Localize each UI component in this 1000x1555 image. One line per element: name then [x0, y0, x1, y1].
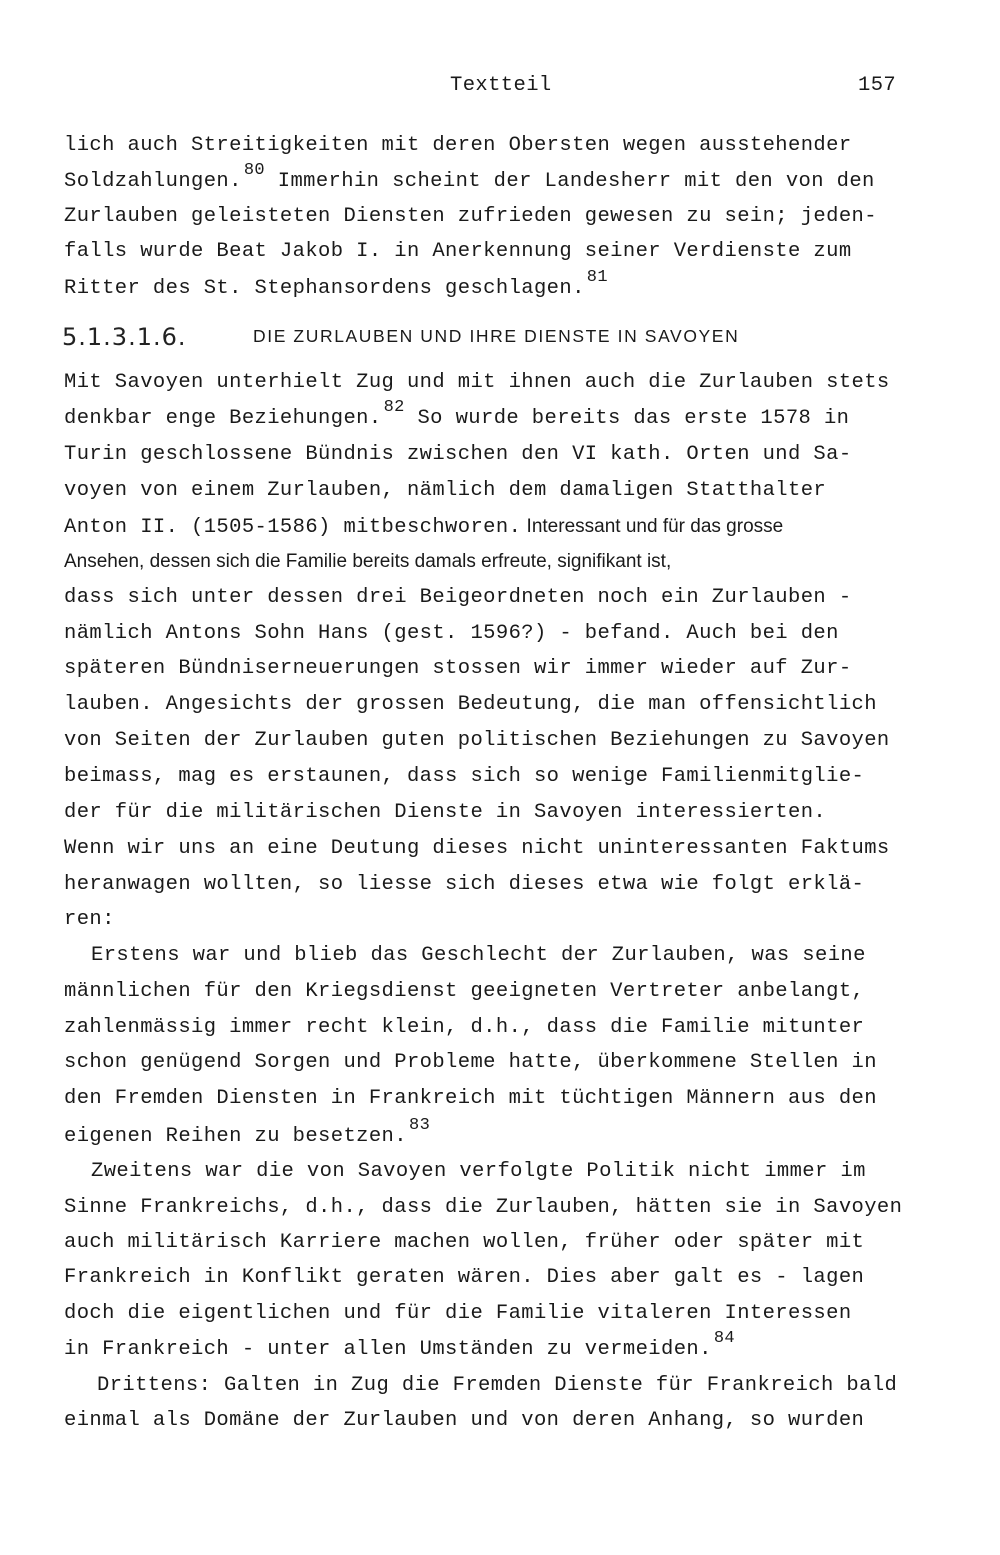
text-line: Ritter des St. Stephansordens geschlagen. $^{81}$: [64, 268, 609, 300]
text-line: Mit Savoyen unterhielt Zug und mit ihnen auch die Zurlauben stets: [64, 371, 890, 394]
text-line: Erstens war und blieb das Geschlecht der Zurlauben, was seine: [91, 944, 866, 967]
text-line: in Frankreich - unter allen Umständen zu vermeiden. $^{84}$: [64, 1329, 736, 1361]
page-header: [0, 70, 1000, 100]
text-line: zahlenmässig immer recht klein, d.h., dass die Familie mitunter: [64, 1016, 865, 1039]
text-line: Wenn wir uns an eine Deutung dieses nicht uninteressanten Faktums: [64, 837, 890, 860]
text-line: männlichen für den Kriegsdienst geeigneten Vertreter anbelangt,: [64, 980, 865, 1003]
text-line: eigenen Reihen zu besetzen. $^{83}$: [64, 1116, 431, 1148]
text-line: falls wurde Beat Jakob I. in Anerkennung seiner Verdienste zum: [64, 240, 852, 263]
text-line: Frankreich in Konflikt geraten wären. Dies aber galt es - lagen: [64, 1266, 865, 1289]
text-line: lich auch Streitigkeiten mit deren Obersten wegen ausstehender: [64, 134, 852, 157]
footnote-ref-80: 80: [243, 161, 266, 181]
text-line: der für die militärischen Dienste in Savoyen interessierten.: [64, 801, 827, 824]
text-line: schon genügend Sorgen und Probleme hatte, überkommene Stellen in: [64, 1051, 877, 1074]
section-number: 5.1.3.1.6.: [62, 323, 187, 351]
footnote-ref-81: 81: [586, 268, 609, 288]
text-line: einmal als Domäne der Zurlauben und von deren Anhang, so wurden: [64, 1409, 865, 1432]
section-heading: DIE ZURLAUBEN UND IHRE DIENSTE IN SAVOYEN: [253, 326, 740, 346]
text-line: dass sich unter dessen drei Beigeordneten noch ein Zurlauben -: [64, 586, 852, 609]
footnote-ref-83: 83: [408, 1116, 431, 1136]
text-line: doch die eigentlichen und für die Familie vitaleren Interessen: [64, 1302, 852, 1325]
text-line: Soldzahlungen. $^{80}$ Immerhin scheint der Landesherr mit den von den: [64, 161, 875, 193]
text-line: nämlich Antons Sohn Hans (gest. 1596?) - befand. Auch bei den: [64, 622, 839, 645]
footnote-ref-82: 82: [383, 398, 405, 418]
text-line: lauben. Angesichts der grossen Bedeutung, die man offensichtlich: [64, 693, 877, 716]
footnote-ref-84: 84: [713, 1329, 736, 1349]
text-line: denkbar enge Beziehungen. $^{82}$ So wurde bereits das erste 1578 in: [64, 398, 850, 430]
text-line: Drittens: Galten in Zug die Fremden Dienste für Frankreich bald: [97, 1374, 898, 1397]
text-line: voyen von einem Zurlauben, nämlich dem damaligen Statthalter: [64, 479, 827, 502]
text-line: Turin geschlossene Bündnis zwischen den VI kath. Orten und Sa-: [64, 443, 852, 466]
text-line: Anton II. (1505-1586) mitbeschworen. Interessant und für das grosse: [64, 516, 784, 539]
text-line: Zurlauben geleisteten Diensten zufrieden gewesen zu sein; jeden-: [64, 205, 877, 228]
text-line: Ansehen, dessen sich die Familie bereits damals erfreute, signifikant ist,: [64, 551, 672, 572]
text-line: heranwagen wollten, so liesse sich dieses etwa wie folgt erklä-: [64, 873, 865, 896]
text-line: beimass, mag es erstaunen, dass sich so wenige Familienmitglie-: [64, 765, 865, 788]
text-line: Sinne Frankreichs, d.h., dass die Zurlauben, hätten sie in Savoyen: [64, 1196, 903, 1219]
text-line: von Seiten der Zurlauben guten politischen Beziehungen zu Savoyen: [64, 729, 890, 752]
text-line: Zweitens war die von Savoyen verfolgte Politik nicht immer im: [91, 1160, 866, 1183]
running-title: Textteil: [450, 74, 552, 97]
page-number: 157: [858, 74, 897, 97]
text-line: auch militärisch Karriere machen wollen, früher oder später mit: [64, 1231, 865, 1254]
text-line: den Fremden Diensten in Frankreich mit tüchtigen Männern aus den: [64, 1087, 877, 1110]
text-line: späteren Bündniserneuerungen stossen wir immer wieder auf Zur-: [64, 657, 852, 680]
text-line: ren:: [64, 908, 115, 931]
